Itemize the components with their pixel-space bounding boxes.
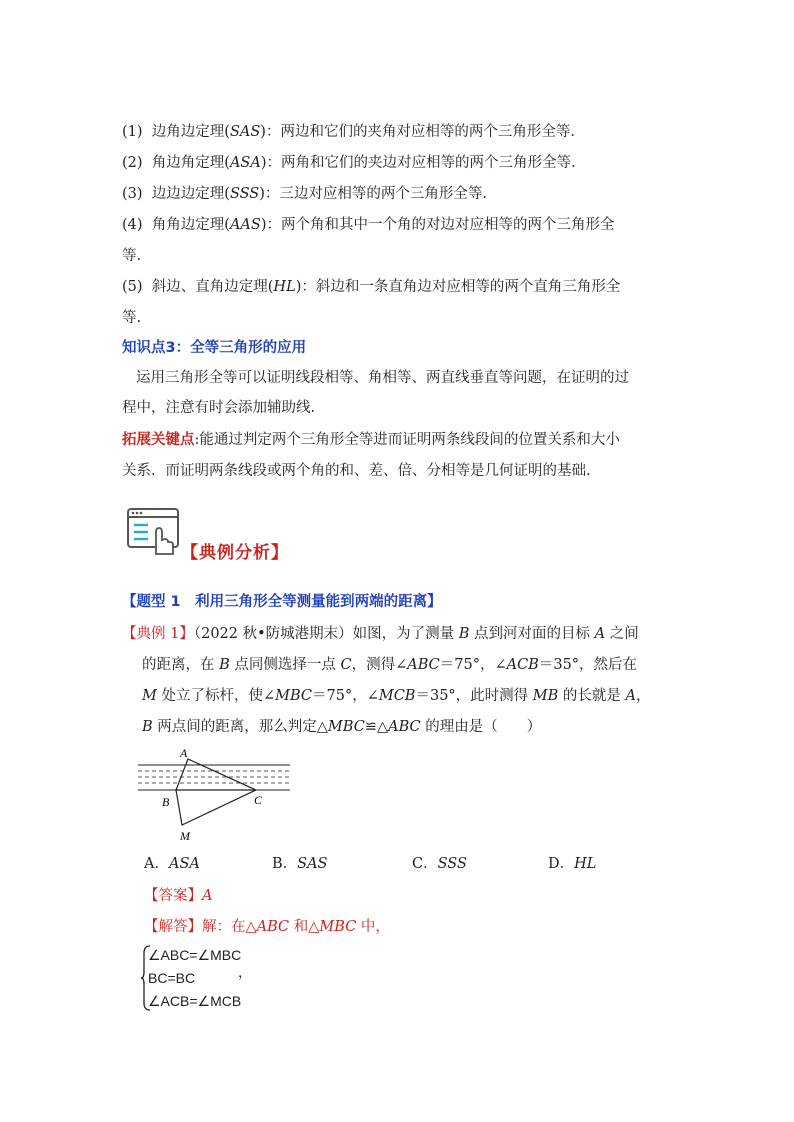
label-c: C: [254, 793, 263, 807]
example-line-1: 【典例 1】（2022 秋•防城港期末）如图，为了测量 B 点到河对面的目标 A 之间: [122, 626, 639, 642]
extension-text: :能通过判定两个三角形全等进而证明两条线段间的位置关系和大小: [194, 432, 620, 448]
condition-3: ∠ACB=∠MCB: [148, 993, 242, 1009]
theorem-desc: )：两边和它们的夹角对应相等的两个三角形全等.: [260, 124, 576, 140]
theorem-abbr: SSS: [229, 186, 260, 202]
theorem-number: (4): [122, 217, 143, 233]
river-triangle-figure: [134, 745, 314, 845]
knowledge-title: 知识点3：全等三角形的应用: [122, 340, 307, 356]
theorem-5: [122, 277, 620, 297]
theorem-abbr: SAS: [229, 124, 261, 140]
theorem-3: [122, 184, 487, 204]
option-a: A．ASA: [144, 856, 200, 872]
theorem-number: (5): [122, 279, 143, 295]
extension-line-1: [122, 430, 620, 450]
condition-1: ∠ABC=∠MBC: [148, 947, 242, 963]
section-header: [126, 506, 426, 566]
condition-2: BC=BC: [148, 970, 196, 986]
theorem-2: [122, 153, 576, 173]
theorem-1: [122, 122, 575, 142]
theorem-abbr: ASA: [229, 155, 261, 171]
label-b: B: [162, 795, 170, 809]
answer-value: A: [202, 888, 213, 904]
answer-label: 【答案】: [144, 888, 202, 904]
theorem-5-cont: 等.: [122, 310, 142, 326]
section-title: 【典例分析】: [181, 543, 289, 563]
theorem-abbr: HL: [273, 279, 296, 295]
example-line-2: 的距离，在 B 点同侧选择一点 C，测得∠ABC＝75°，∠ACB＝35°，然后在: [142, 657, 638, 673]
option-b: B．SAS: [272, 856, 328, 872]
theorem-number: (3): [122, 186, 143, 202]
example-line-3: M 处立了标杆，使∠MBC＝75°，∠MCB＝35°，此时测得 MB 的长就是 A，: [142, 688, 651, 704]
theorem-4-cont: 等.: [122, 248, 142, 264]
condition-comma: ，: [238, 965, 252, 981]
theorem-name: 边边边定理(: [151, 186, 230, 202]
extension-label: 拓展关键点: [122, 431, 195, 448]
theorem-number: (2): [122, 155, 143, 171]
theorem-name: 角边角定理(: [151, 155, 230, 171]
theorem-abbr: AAS: [229, 217, 261, 233]
option-d: D．HL: [548, 856, 597, 872]
theorem-desc: )：两个角和其中一个角的对边对应相等的两个三角形全: [260, 217, 615, 233]
solution-intro: 【解答】解：在△ABC 和△MBC 中，: [144, 919, 390, 935]
question-type: 【题型 1 利用三角形全等测量能到两端的距离】: [122, 594, 442, 610]
theorem-name: 斜边、直角边定理(: [151, 279, 274, 295]
option-c: C．SSS: [412, 856, 467, 872]
answer: [144, 886, 212, 906]
theorem-desc: )：两角和它们的夹边对应相等的两个三角形全等.: [260, 155, 576, 171]
theorem-desc: )：三边对应相等的两个三角形全等.: [259, 186, 487, 202]
screen-hand-icon: [126, 506, 184, 558]
knowledge-line-1: 运用三角形全等可以证明线段相等、角相等、两直线垂直等问题，在证明的过: [136, 370, 629, 386]
knowledge-line-2: 程中，注意有时会添加辅助线.: [122, 400, 316, 416]
label-a: A: [180, 746, 188, 760]
theorem-name: 角角边定理(: [151, 217, 230, 233]
theorem-desc: )：斜边和一条直角边对应相等的两个直角三角形全: [295, 279, 621, 295]
example-source: （2022 秋•防城港期末）如图，为了测量: [193, 626, 455, 642]
theorem-4: [122, 215, 614, 235]
extension-line-2: 关系．而证明两条线段或两个角的和、差、倍、分相等是几何证明的基础.: [122, 463, 591, 479]
condition-list: [148, 944, 241, 1013]
example-line-4: B 两点间的距离，那么判定△MBC≌△ABC 的理由是（ ）: [142, 719, 542, 735]
solution-label: 【解答】: [144, 919, 202, 935]
example-label: 【典例 1】: [122, 626, 194, 642]
theorem-number: (1): [122, 124, 143, 140]
label-m: M: [180, 829, 190, 843]
theorem-name: 边角边定理(: [151, 124, 230, 140]
